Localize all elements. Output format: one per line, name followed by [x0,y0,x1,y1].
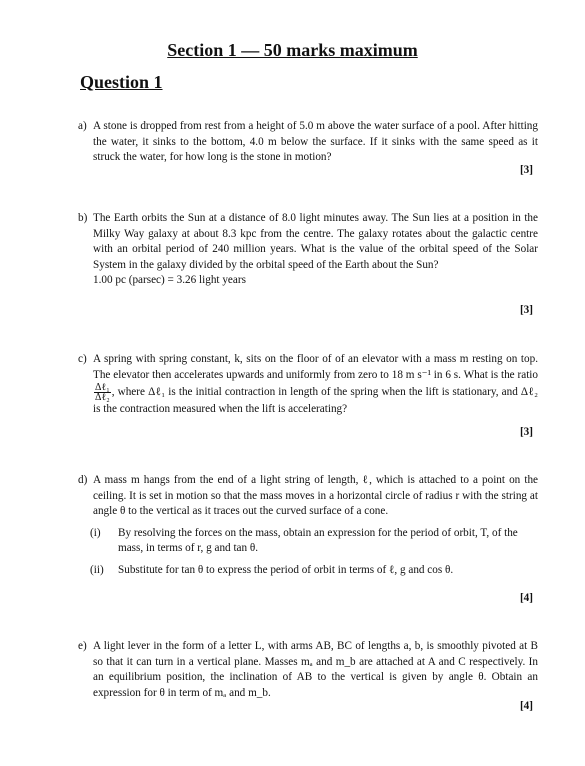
part-e [78,639,538,701]
question-title: Question 1 [80,72,163,92]
sub-ii-label: (ii) [90,563,104,576]
part-d-text: A mass m hangs from the end of a light string of length, ℓ, which is attached to a point on the ceiling. It is set in motion so that the mass moves in a horizontal circle of radius r with the string at angle θ to the vertical as it traces out the curved surface of a cone. [93,474,538,517]
part-c-text1: A spring with spring constant, k, sits on the floor of of an elevator with a mass m resting on top. The elevator then accelerates upwards and uniformly from zero to 18 m s⁻¹ in 6 s. [93,353,538,381]
part-b-label: b) [78,212,88,224]
sub-i-text: By resolving the forces on the mass, obtain an expression for the period of orbit, T, of the mass, in terms of r, g and tan θ. [118,526,518,554]
part-c-marks: [3] [519,426,533,438]
sub-ii-text: Substitute for tan θ to express the period of orbit in terms of ℓ, g and cos θ. [118,563,454,576]
part-b-note: 1.00 pc (parsec) = 3.26 light years [93,274,246,286]
part-c-ratio-prefix: What is the ratio [463,368,538,381]
ratio-denominator: Δℓ₂ [95,392,110,403]
part-d-sub-i [90,526,538,557]
ratio-fraction [94,383,111,402]
part-a-label: a) [78,120,87,132]
part-d-marks: [4] [519,592,533,604]
part-c-label: c) [78,353,87,365]
ratio-numerator: Δℓ₁ [95,382,110,393]
part-e-label: e) [78,640,87,652]
part-c [78,352,538,418]
part-b [78,211,538,289]
sub-i-label: (i) [90,526,101,539]
part-a [78,119,538,166]
part-b-marks: [3] [519,304,533,316]
part-d-label: d) [78,474,88,486]
part-b-text: The Earth orbits the Sun at a distance of 8.0 light minutes away. The Sun lies at a position in the Milky Way galaxy at about 8.3 kpc from the centre. The galaxy rotates about the galactic centre with an orbital period of 240 million years. What is the value of the orbital speed of the Solar System in the galaxy divided by the orbital speed of the Earth about the Sun? [93,212,538,271]
part-e-text: A light lever in the form of a letter L, with arms AB, BC of lengths a, b, is smoothly pivoted at B so that it can turn in a vertical plane. Masses mₐ and m_b are attached at A and C respectively. In an equilibrium position, the inclination of AB to the vertical is given by angle θ. Obtain an expression for θ in term of mₐ and m_b. [93,640,538,699]
part-c-text2: , where Δℓ₁ is the initial contraction in length of the spring when the lift is stationary, and Δℓ₂ is the contraction measured when the lift is accelerating? [93,386,538,415]
part-d [78,473,538,578]
part-e-marks: [4] [519,700,533,712]
part-d-sub-ii [90,563,538,579]
part-a-marks: [3] [519,164,533,176]
part-a-text: A stone is dropped from rest from a height of 5.0 m above the water surface of a pool. After hitting the water, it sinks to the bottom, 4.0 m below the surface. If it sinks with the same speed as it struck the water, for how long is the stone in motion? [93,120,538,163]
section-title: Section 1 — 50 marks maximum [167,40,418,60]
